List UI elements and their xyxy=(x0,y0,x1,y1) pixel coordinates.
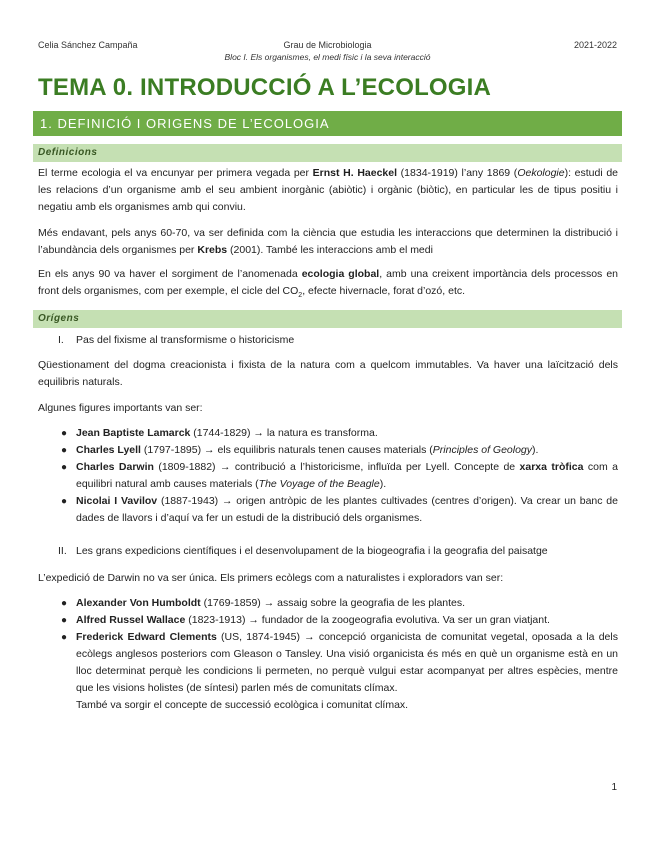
list-item: ● Charles Darwin (1809-1882) → contribució a l’historicisme, influïda per Lyell. Concepte de xarxa tròfica com a equilibri natural amb causes materials (The Voyage of the Beagle). xyxy=(61,461,618,490)
header-block: Bloc I. Els organismes, el medi físic i la seva interacció xyxy=(224,52,431,62)
figures-list xyxy=(58,425,618,527)
list-item: ● Alfred Russel Wallace (1823-1913) → fundador de la zoogeografia evolutiva. Va ser un gran viatjant. xyxy=(58,612,618,629)
subheading-origens: Orígens xyxy=(33,310,622,328)
paragraph-krebs: Més endavant, pels anys 60-70, va ser definida com la ciència que estudia les interaccions que determinen la distribució i l’abundància dels organismes per Krebs (2001). També les interaccions amb el medi xyxy=(38,227,618,256)
bullet-icon: ● xyxy=(61,462,68,473)
paragraph-darwin-expedition: L’expedició de Darwin no va ser única. Els primers ecòlegs com a naturalistes i exploradors van ser: xyxy=(38,572,504,584)
bullet-icon: ● xyxy=(61,632,68,643)
list-item: ● Nicolai I Vavilov (1887-1943) → origen antròpic de les plantes cultivades (centres d’origen). Va crear un banc de dades de llavors i d’aquí va fer un estudi de la distribució dels organismes. xyxy=(61,495,618,524)
explorers-list xyxy=(58,595,618,714)
list-item: ● Charles Lyell (1797-1895) → els equilibris naturals tenen causes materials (Principles of Geology). xyxy=(58,442,618,459)
roman-item-1: I. Pas del fixisme al transformisme o historicisme xyxy=(58,334,295,346)
paragraph-ecologia-global: En els anys 90 va haver el sorgiment de l’anomenada ecologia global, amb una creixent importància dels processos en front dels organismes, com per exemple, el cicle del $CO_2$, efecte hivernacle, forat d’ozó, etc. xyxy=(38,268,618,300)
header-author: Celia Sánchez Campaña xyxy=(38,40,138,50)
paragraph-haeckel: El terme ecologia el va encunyar per primera vegada per Ernst H. Haeckel (1834-1919) l’any 1869 (Oekologie): estudi de les relacions d’un organisme amb el seu ambient inorgànic (abiòtic) i orgànic (biòtic), en particular les de tipus positiu i negatiu amb els organismes amb qui conviu. xyxy=(38,167,619,213)
successio-note: També va sorgir el concepte de successió ecològica i comunitat clímax. xyxy=(76,699,409,711)
subheading-definicions: Definicions xyxy=(33,144,622,162)
page-header xyxy=(38,38,617,68)
bullet-icon: ● xyxy=(61,615,68,626)
roman-item-2: II. Les grans expedicions científiques i el desenvolupament de la biogeografia i la geografia del paisatge xyxy=(58,545,548,557)
bullet-icon: ● xyxy=(61,496,68,507)
list-item: ● Alexander Von Humboldt (1769-1859) → assaig sobre la geografia de les plantes. xyxy=(58,595,618,612)
paragraph-figures-intro: Algunes figures importants van ser: xyxy=(38,402,203,414)
list-item: ● Jean Baptiste Lamarck (1744-1829) → la natura es transforma. xyxy=(58,425,618,442)
header-course: Grau de Microbiologia xyxy=(283,40,372,50)
page-title: TEMA 0. INTRODUCCIÓ A L’ECOLOGIA xyxy=(38,74,492,101)
section-heading: 1. DEFINICIÓ I ORIGENS DE L’ECOLOGIA xyxy=(33,111,622,136)
list-item: ● Frederick Edward Clements (US, 1874-1945) → concepció organicista de comunitat vegetal, oposada a la dels ecòlegs anglesos posteriors com Gleason o Tansley. Una visió organicista és més en què un organisme està en un lloc determinat perquè les condicions li permeten, no perquè vulgui estar acompanyat per altres espècies, mentre que les visions holistes (de síntesi) parlen més de comunitats clímax. També va sorgir el concepte de successió ecològica i comunitat clímax. xyxy=(58,629,618,714)
page-number: 1 xyxy=(611,782,617,793)
bullet-icon: ● xyxy=(61,445,68,456)
paragraph-questionament: Qüestionament del dogma creacionista i fixista de la natura com a quelcom immutables. Va haver una laïcització dels equilibris naturals. xyxy=(38,359,618,388)
header-year: 2021-2022 xyxy=(573,40,617,50)
bullet-icon: ● xyxy=(61,428,68,439)
bullet-icon: ● xyxy=(61,598,68,609)
